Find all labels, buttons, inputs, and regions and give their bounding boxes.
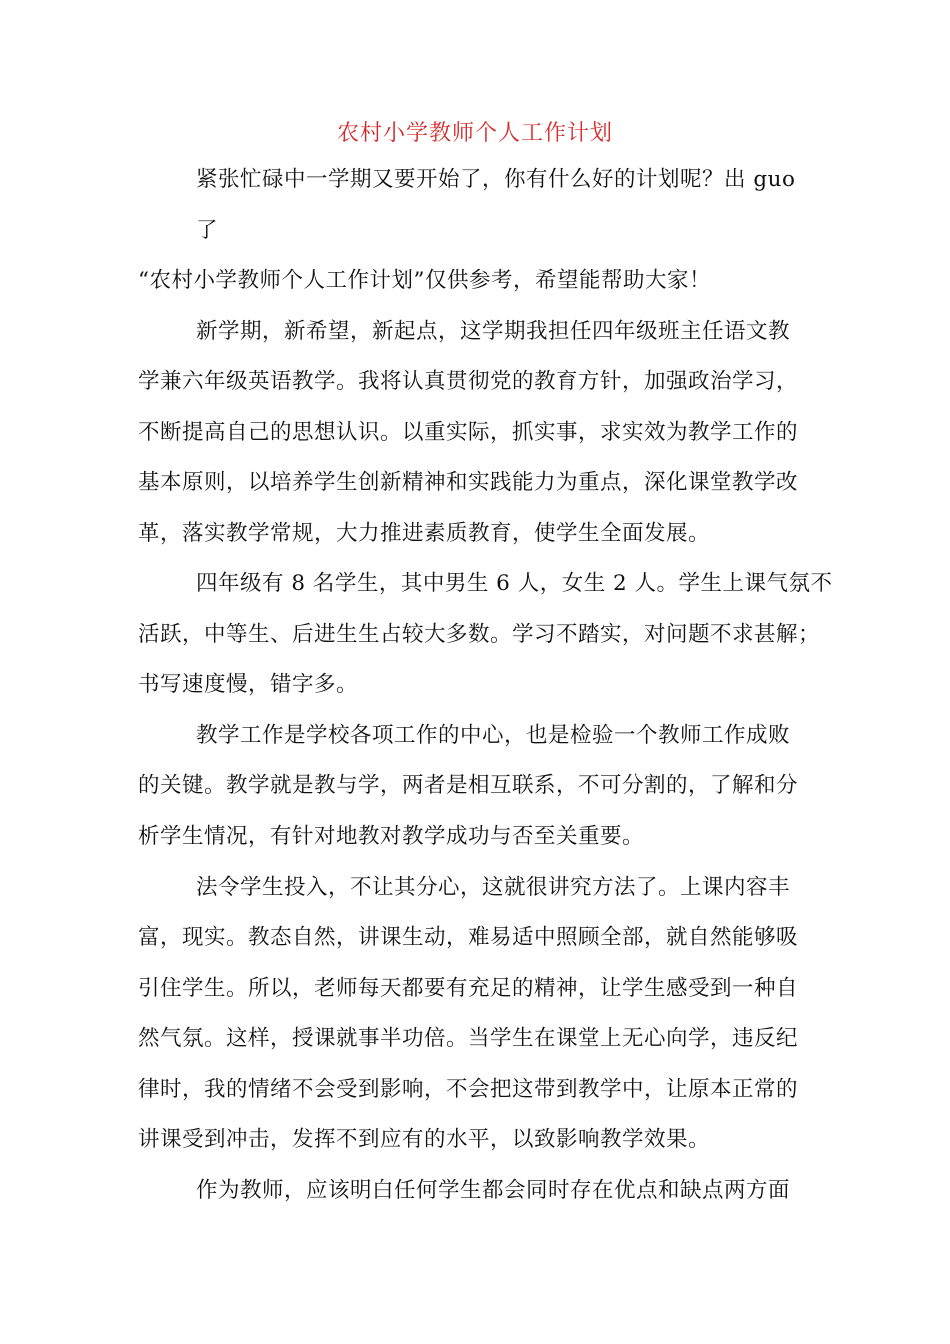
- text-line: 讲课受到冲击，发挥不到应有的水平，以致影响教学效果。: [138, 1127, 711, 1152]
- text-line: “农村小学教师个人工作计划”仅供参考，希望能帮助大家！: [138, 268, 711, 293]
- document-title: 农村小学教师个人工作计划: [336, 121, 613, 146]
- text-line: 析学生情况，有针对地教对教学成功与否至关重要。: [138, 824, 645, 849]
- text-line: 学兼六年级英语教学。我将认真贯彻党的教育方针，加强政治学习，: [138, 369, 799, 394]
- text-line: 活跃，中等生、后进生生占较大多数。学习不踏实，对问题不求甚解；: [138, 622, 821, 647]
- text-line: 四年级有 8 名学生，其中男生 6 人，女生 2 人。学生上课气氛不: [196, 571, 833, 596]
- text-line: 的关键。教学就是教与学，两者是相互联系，不可分割的，了解和分: [138, 773, 799, 798]
- text-line: 了: [196, 218, 219, 243]
- text-line: 引住学生。所以，老师每天都要有充足的精神，让学生感受到一种自: [138, 976, 799, 1001]
- text-line: 法令学生投入，不让其分心，这就很讲究方法了。上课内容丰: [196, 875, 791, 900]
- text-line: 革，落实教学常规，大力推进素质教育，使学生全面发展。: [138, 521, 711, 546]
- text-line: 紧张忙碌中一学期又要开始了，你有什么好的计划呢？出 guo: [196, 167, 796, 192]
- text-line: 教学工作是学校各项工作的中心，也是检验一个教师工作成败: [196, 723, 791, 748]
- text-line: 富，现实。教态自然，讲课生动，难易适中照顾全部，就自然能够吸: [138, 925, 799, 950]
- text-line: 不断提高自己的思想认识。以重实际，抓实事，求实效为教学工作的: [138, 420, 799, 445]
- text-line: 基本原则，以培养学生创新精神和实践能力为重点，深化课堂教学改: [138, 470, 799, 495]
- text-line: 律时，我的情绪不会受到影响，不会把这带到教学中，让原本正常的: [138, 1077, 799, 1102]
- text-line: 新学期，新希望，新起点，这学期我担任四年级班主任语文教: [196, 319, 791, 344]
- text-line: 作为教师，应该明白任何学生都会同时存在优点和缺点两方面: [196, 1178, 791, 1203]
- text-line: 然气氛。这样，授课就事半功倍。当学生在课堂上无心向学，违反纪: [138, 1026, 799, 1051]
- text-line: 书写速度慢，错字多。: [138, 672, 359, 697]
